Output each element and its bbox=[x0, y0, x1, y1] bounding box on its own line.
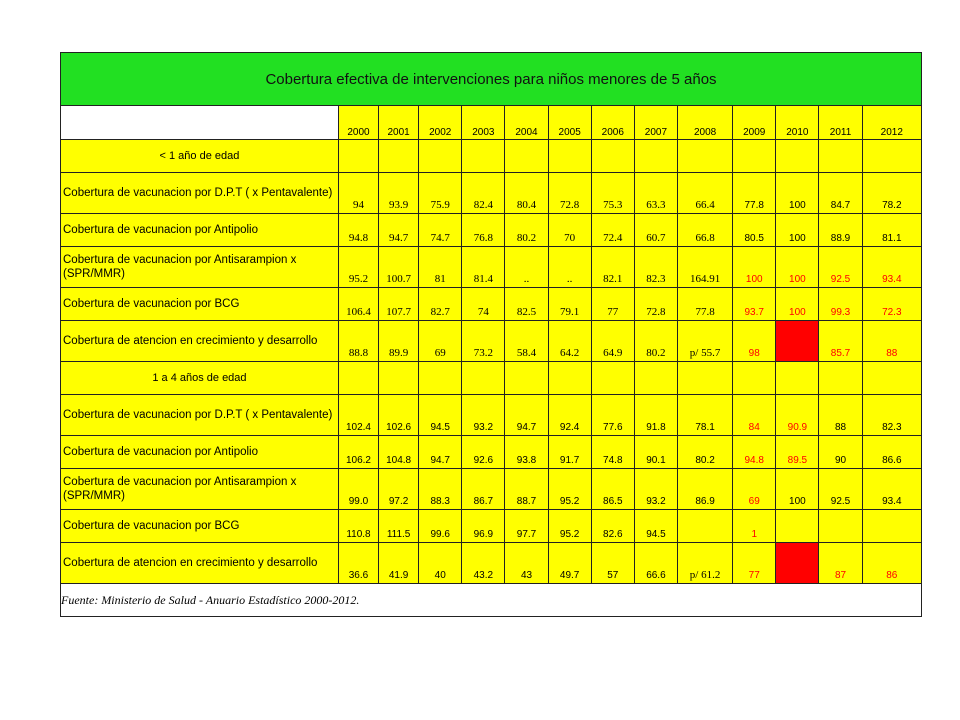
value-cell: 96.9 bbox=[462, 510, 505, 543]
value-cell: 94.7 bbox=[505, 395, 548, 436]
value-cell bbox=[678, 510, 733, 543]
value-cell: 102.4 bbox=[338, 395, 378, 436]
value-cell: 84.7 bbox=[819, 173, 862, 214]
value-cell: 72.8 bbox=[634, 288, 677, 321]
value-cell: 93.4 bbox=[862, 247, 921, 288]
empty-cell bbox=[338, 362, 378, 395]
value-cell: 100 bbox=[733, 247, 776, 288]
value-cell: 64.2 bbox=[548, 321, 591, 362]
year-header-row bbox=[61, 106, 922, 140]
value-cell: 164.91 bbox=[678, 247, 733, 288]
row-label: Cobertura de vacunacion por BCG bbox=[61, 510, 339, 543]
value-cell: 111.5 bbox=[379, 510, 419, 543]
value-cell: 100 bbox=[776, 214, 819, 247]
year-header-2006: 2006 bbox=[591, 106, 634, 140]
value-cell: 94 bbox=[338, 173, 378, 214]
section-row bbox=[61, 362, 922, 395]
empty-cell bbox=[379, 140, 419, 173]
value-cell: 110.8 bbox=[338, 510, 378, 543]
value-cell: 82.1 bbox=[591, 247, 634, 288]
table-row bbox=[61, 247, 922, 288]
empty-cell bbox=[634, 362, 677, 395]
value-cell: 64.9 bbox=[591, 321, 634, 362]
row-label: Cobertura de vacunacion por BCG bbox=[61, 288, 339, 321]
value-cell: 95.2 bbox=[338, 247, 378, 288]
value-cell: 91.8 bbox=[634, 395, 677, 436]
empty-cell bbox=[505, 362, 548, 395]
row-label: Cobertura de vacunacion por D.P.T ( x Pentavalente) bbox=[61, 173, 339, 214]
empty-cell bbox=[419, 140, 462, 173]
value-cell: 102.6 bbox=[379, 395, 419, 436]
value-cell: .. bbox=[548, 247, 591, 288]
value-cell: 82.3 bbox=[634, 247, 677, 288]
value-cell: 106.2 bbox=[338, 436, 378, 469]
value-cell: 100 bbox=[776, 247, 819, 288]
value-cell: 92.5 bbox=[819, 247, 862, 288]
empty-cell bbox=[505, 140, 548, 173]
value-cell: 88 bbox=[862, 321, 921, 362]
value-cell: 89.9 bbox=[379, 321, 419, 362]
value-cell: 91.7 bbox=[548, 436, 591, 469]
year-header-2002: 2002 bbox=[419, 106, 462, 140]
value-cell: 77 bbox=[591, 288, 634, 321]
table-row bbox=[61, 395, 922, 436]
section-label: < 1 año de edad bbox=[61, 140, 339, 173]
value-cell: 93.2 bbox=[462, 395, 505, 436]
value-cell: 80.5 bbox=[733, 214, 776, 247]
value-cell: 82.5 bbox=[505, 288, 548, 321]
value-cell bbox=[776, 510, 819, 543]
value-cell: 88.9 bbox=[819, 214, 862, 247]
value-cell: 43 bbox=[505, 543, 548, 584]
value-cell: 77 bbox=[733, 543, 776, 584]
empty-cell bbox=[462, 362, 505, 395]
value-cell: 100.7 bbox=[379, 247, 419, 288]
value-cell: 82.6 bbox=[591, 510, 634, 543]
value-cell: 90.9 bbox=[776, 395, 819, 436]
value-cell: 93.4 bbox=[862, 469, 921, 510]
value-cell: 82.4 bbox=[462, 173, 505, 214]
value-cell: 82.3 bbox=[862, 395, 921, 436]
row-label: Cobertura de vacunacion por D.P.T ( x Pentavalente) bbox=[61, 395, 339, 436]
empty-cell bbox=[776, 362, 819, 395]
value-cell: 69 bbox=[733, 469, 776, 510]
value-cell: 86.7 bbox=[462, 469, 505, 510]
value-cell: 92.4 bbox=[548, 395, 591, 436]
value-cell: 75.9 bbox=[419, 173, 462, 214]
row-label: Cobertura de atencion en crecimiento y desarrollo bbox=[61, 543, 339, 584]
value-cell: 43.2 bbox=[462, 543, 505, 584]
value-cell: 60.7 bbox=[634, 214, 677, 247]
value-cell: 94.8 bbox=[338, 214, 378, 247]
value-cell: 58.4 bbox=[505, 321, 548, 362]
value-cell: 66.4 bbox=[678, 173, 733, 214]
value-cell: p/ 55.7 bbox=[678, 321, 733, 362]
value-cell: p/ 61.2 bbox=[678, 543, 733, 584]
table-row bbox=[61, 436, 922, 469]
empty-cell bbox=[548, 140, 591, 173]
year-header-2007: 2007 bbox=[634, 106, 677, 140]
value-cell: 89.5 bbox=[776, 436, 819, 469]
value-cell: 72.8 bbox=[548, 173, 591, 214]
value-cell: 94.5 bbox=[419, 395, 462, 436]
value-cell: 81 bbox=[419, 247, 462, 288]
table-title: Cobertura efectiva de intervenciones para niños menores de 5 años bbox=[61, 53, 922, 106]
row-label: Cobertura de vacunacion por Antipolio bbox=[61, 436, 339, 469]
value-cell: 69 bbox=[419, 321, 462, 362]
value-cell: 99.3 bbox=[819, 288, 862, 321]
value-cell: 88.3 bbox=[419, 469, 462, 510]
value-cell: 36.6 bbox=[338, 543, 378, 584]
value-cell: 81.4 bbox=[462, 247, 505, 288]
row-label: Cobertura de vacunacion por Antipolio bbox=[61, 214, 339, 247]
year-header-2003: 2003 bbox=[462, 106, 505, 140]
value-cell: 93.7 bbox=[733, 288, 776, 321]
empty-cell bbox=[338, 140, 378, 173]
value-cell: 66.8 bbox=[678, 214, 733, 247]
value-cell: 86.6 bbox=[862, 436, 921, 469]
empty-cell bbox=[776, 140, 819, 173]
row-label: Cobertura de vacunacion por Antisarampion x (SPR/MMR) bbox=[61, 469, 339, 510]
value-cell: 92.5 bbox=[819, 469, 862, 510]
value-cell: 99.0 bbox=[338, 469, 378, 510]
value-cell: 90.1 bbox=[634, 436, 677, 469]
source-note: Fuente: Ministerio de Salud - Anuario Estadístico 2000-2012. bbox=[61, 584, 922, 617]
value-cell: 90 bbox=[819, 436, 862, 469]
value-cell: 74 bbox=[462, 288, 505, 321]
value-cell: 77.8 bbox=[733, 173, 776, 214]
value-cell: 74.7 bbox=[419, 214, 462, 247]
value-cell: 1 bbox=[733, 510, 776, 543]
value-cell: 93.2 bbox=[634, 469, 677, 510]
value-cell: 78.1 bbox=[678, 395, 733, 436]
value-cell: 72.4 bbox=[591, 214, 634, 247]
value-cell: 88.8 bbox=[338, 321, 378, 362]
empty-cell bbox=[548, 362, 591, 395]
year-header-2010: 2010 bbox=[776, 106, 819, 140]
coverage-table-container bbox=[60, 52, 922, 617]
value-cell: 63.3 bbox=[634, 173, 677, 214]
table-row bbox=[61, 543, 922, 584]
empty-cell bbox=[634, 140, 677, 173]
value-cell: 106.4 bbox=[338, 288, 378, 321]
value-cell: 95.2 bbox=[548, 469, 591, 510]
value-cell: 93.9 bbox=[379, 173, 419, 214]
value-cell: 70 bbox=[548, 214, 591, 247]
value-cell: 73.2 bbox=[462, 321, 505, 362]
value-cell bbox=[862, 510, 921, 543]
value-cell: 88 bbox=[819, 395, 862, 436]
value-cell: 85.7 bbox=[819, 321, 862, 362]
value-cell: 88.7 bbox=[505, 469, 548, 510]
value-cell: 87 bbox=[819, 543, 862, 584]
value-cell: 57 bbox=[591, 543, 634, 584]
value-cell: 94.7 bbox=[419, 436, 462, 469]
value-cell: 49.7 bbox=[548, 543, 591, 584]
value-cell: 80.2 bbox=[634, 321, 677, 362]
section-row bbox=[61, 140, 922, 173]
coverage-table bbox=[60, 52, 922, 617]
source-row bbox=[61, 584, 922, 617]
value-cell: 72.3 bbox=[862, 288, 921, 321]
value-cell: 78.2 bbox=[862, 173, 921, 214]
year-header-2001: 2001 bbox=[379, 106, 419, 140]
value-cell: 79.1 bbox=[548, 288, 591, 321]
value-cell: 86.9 bbox=[678, 469, 733, 510]
empty-cell bbox=[591, 362, 634, 395]
table-row bbox=[61, 469, 922, 510]
value-cell: 80.2 bbox=[678, 436, 733, 469]
table-row bbox=[61, 288, 922, 321]
value-cell: 77.6 bbox=[591, 395, 634, 436]
value-cell: 76.8 bbox=[462, 214, 505, 247]
header-blank-cell bbox=[61, 106, 339, 140]
row-label: Cobertura de vacunacion por Antisarampion x (SPR/MMR) bbox=[61, 247, 339, 288]
value-cell: 75.3 bbox=[591, 173, 634, 214]
empty-cell bbox=[862, 140, 921, 173]
year-header-2012: 2012 bbox=[862, 106, 921, 140]
year-header-2005: 2005 bbox=[548, 106, 591, 140]
value-cell: 66.6 bbox=[634, 543, 677, 584]
row-label: Cobertura de atencion en crecimiento y desarrollo bbox=[61, 321, 339, 362]
year-header-2000: 2000 bbox=[338, 106, 378, 140]
value-cell bbox=[776, 321, 819, 362]
empty-cell bbox=[462, 140, 505, 173]
empty-cell bbox=[379, 362, 419, 395]
value-cell: 81.1 bbox=[862, 214, 921, 247]
value-cell: 74.8 bbox=[591, 436, 634, 469]
table-row bbox=[61, 510, 922, 543]
value-cell: 84 bbox=[733, 395, 776, 436]
value-cell: 86.5 bbox=[591, 469, 634, 510]
year-header-2009: 2009 bbox=[733, 106, 776, 140]
value-cell: 94.8 bbox=[733, 436, 776, 469]
value-cell: 80.2 bbox=[505, 214, 548, 247]
value-cell: 94.5 bbox=[634, 510, 677, 543]
table-row bbox=[61, 321, 922, 362]
value-cell: 40 bbox=[419, 543, 462, 584]
empty-cell bbox=[591, 140, 634, 173]
value-cell: 77.8 bbox=[678, 288, 733, 321]
value-cell: 97.7 bbox=[505, 510, 548, 543]
section-label: 1 a 4 años de edad bbox=[61, 362, 339, 395]
value-cell: 97.2 bbox=[379, 469, 419, 510]
value-cell: 93.8 bbox=[505, 436, 548, 469]
value-cell: 41.9 bbox=[379, 543, 419, 584]
value-cell: 104.8 bbox=[379, 436, 419, 469]
value-cell: 95.2 bbox=[548, 510, 591, 543]
value-cell: .. bbox=[505, 247, 548, 288]
year-header-2008: 2008 bbox=[678, 106, 733, 140]
year-header-2011: 2011 bbox=[819, 106, 862, 140]
value-cell: 86 bbox=[862, 543, 921, 584]
value-cell bbox=[776, 543, 819, 584]
empty-cell bbox=[733, 362, 776, 395]
value-cell bbox=[819, 510, 862, 543]
table-row bbox=[61, 173, 922, 214]
value-cell: 100 bbox=[776, 469, 819, 510]
empty-cell bbox=[419, 362, 462, 395]
value-cell: 92.6 bbox=[462, 436, 505, 469]
table-row bbox=[61, 214, 922, 247]
empty-cell bbox=[678, 140, 733, 173]
value-cell: 100 bbox=[776, 173, 819, 214]
empty-cell bbox=[733, 140, 776, 173]
empty-cell bbox=[862, 362, 921, 395]
empty-cell bbox=[678, 362, 733, 395]
value-cell: 80.4 bbox=[505, 173, 548, 214]
value-cell: 107.7 bbox=[379, 288, 419, 321]
value-cell: 94.7 bbox=[379, 214, 419, 247]
empty-cell bbox=[819, 362, 862, 395]
value-cell: 98 bbox=[733, 321, 776, 362]
value-cell: 99.6 bbox=[419, 510, 462, 543]
empty-cell bbox=[819, 140, 862, 173]
value-cell: 100 bbox=[776, 288, 819, 321]
value-cell: 82.7 bbox=[419, 288, 462, 321]
year-header-2004: 2004 bbox=[505, 106, 548, 140]
